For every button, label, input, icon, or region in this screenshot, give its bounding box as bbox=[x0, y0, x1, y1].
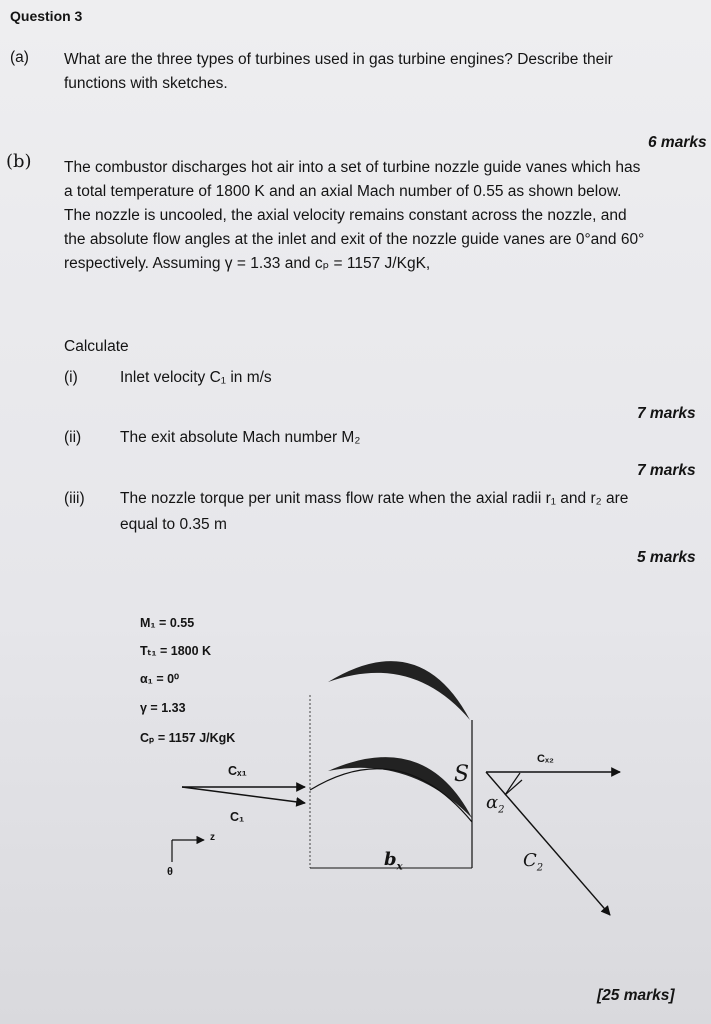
question-title: Question 3 bbox=[10, 8, 83, 24]
inlet-velocity-arrow bbox=[182, 787, 305, 803]
label-c1: C₁ bbox=[230, 810, 245, 824]
part-iii-text: The nozzle torque per unit mass flow rate when the axial radii r₁ and r₂ are bbox=[120, 490, 629, 507]
part-ii-num: (ii) bbox=[64, 429, 82, 446]
calculate-heading: Calculate bbox=[64, 338, 129, 355]
label-s: S bbox=[454, 762, 470, 787]
part-ii-text: The exit absolute Mach number M₂ bbox=[120, 429, 361, 446]
label-cx1: Cₓ₁ bbox=[228, 764, 247, 778]
label-alpha2 bbox=[486, 792, 505, 816]
given-cp: Cₚ = 1157 J/KgK bbox=[140, 731, 236, 745]
part-i-text: Inlet velocity C₁ in m/s bbox=[120, 369, 272, 386]
part-b-line-3: The nozzle is uncooled, the axial velocity remains constant across the nozzle, and bbox=[64, 207, 627, 224]
given-alpha1: α₁ = 0⁰ bbox=[140, 672, 180, 686]
part-i-marks: 7 marks bbox=[637, 405, 696, 422]
part-b-line-2: a total temperature of 1800 K and an axial Mach number of 0.55 as shown below. bbox=[64, 183, 622, 200]
label-c2-symbol: C bbox=[523, 850, 537, 871]
part-iii-marks: 5 marks bbox=[637, 549, 696, 566]
part-iii-text-2: equal to 0.35 m bbox=[120, 516, 227, 533]
label-cx2: Cₓ₂ bbox=[537, 753, 554, 765]
part-b-line-5: respectively. Assuming γ = 1.33 and cₚ = 1157 J/KgK, bbox=[64, 255, 431, 272]
label-z: z bbox=[210, 832, 215, 843]
given-mach: M₁ = 0.55 bbox=[140, 616, 195, 630]
label-alpha2-symbol: α bbox=[486, 792, 499, 813]
part-i-num: (i) bbox=[64, 369, 78, 386]
label-c2 bbox=[523, 850, 543, 874]
part-iii-num: (iii) bbox=[64, 490, 85, 507]
given-temperature: Tₜ₁ = 1800 K bbox=[140, 644, 212, 658]
part-ii-marks: 7 marks bbox=[637, 462, 696, 479]
label-c2-subscript: 2 bbox=[536, 862, 544, 874]
part-a-line-2: functions with sketches. bbox=[64, 75, 228, 92]
part-a-marks: 6 marks bbox=[648, 134, 707, 151]
label-bx bbox=[384, 849, 403, 873]
part-b-line-4: the absolute flow angles at the inlet and exit of the nozzle guide vanes are 0°and 60° bbox=[64, 231, 645, 248]
part-b-label: (b) bbox=[6, 151, 32, 172]
part-a-line-1: What are the three types of turbines used in gas turbine engines? Describe their bbox=[64, 51, 613, 68]
label-bx-subscript: x bbox=[396, 861, 403, 873]
exit-velocity-arrow bbox=[486, 772, 610, 915]
lower-blade bbox=[328, 757, 472, 818]
part-b-line-1: The combustor discharges hot air into a set of turbine nozzle guide vanes which has bbox=[64, 159, 641, 176]
label-theta: θ bbox=[167, 866, 173, 878]
given-gamma: γ = 1.33 bbox=[140, 701, 186, 715]
label-bx-symbol: b bbox=[384, 849, 397, 870]
upper-blade bbox=[328, 661, 470, 720]
part-a-label: (a) bbox=[10, 49, 29, 66]
total-marks: [25 marks] bbox=[597, 987, 675, 1004]
label-alpha2-subscript: 2 bbox=[498, 804, 505, 816]
